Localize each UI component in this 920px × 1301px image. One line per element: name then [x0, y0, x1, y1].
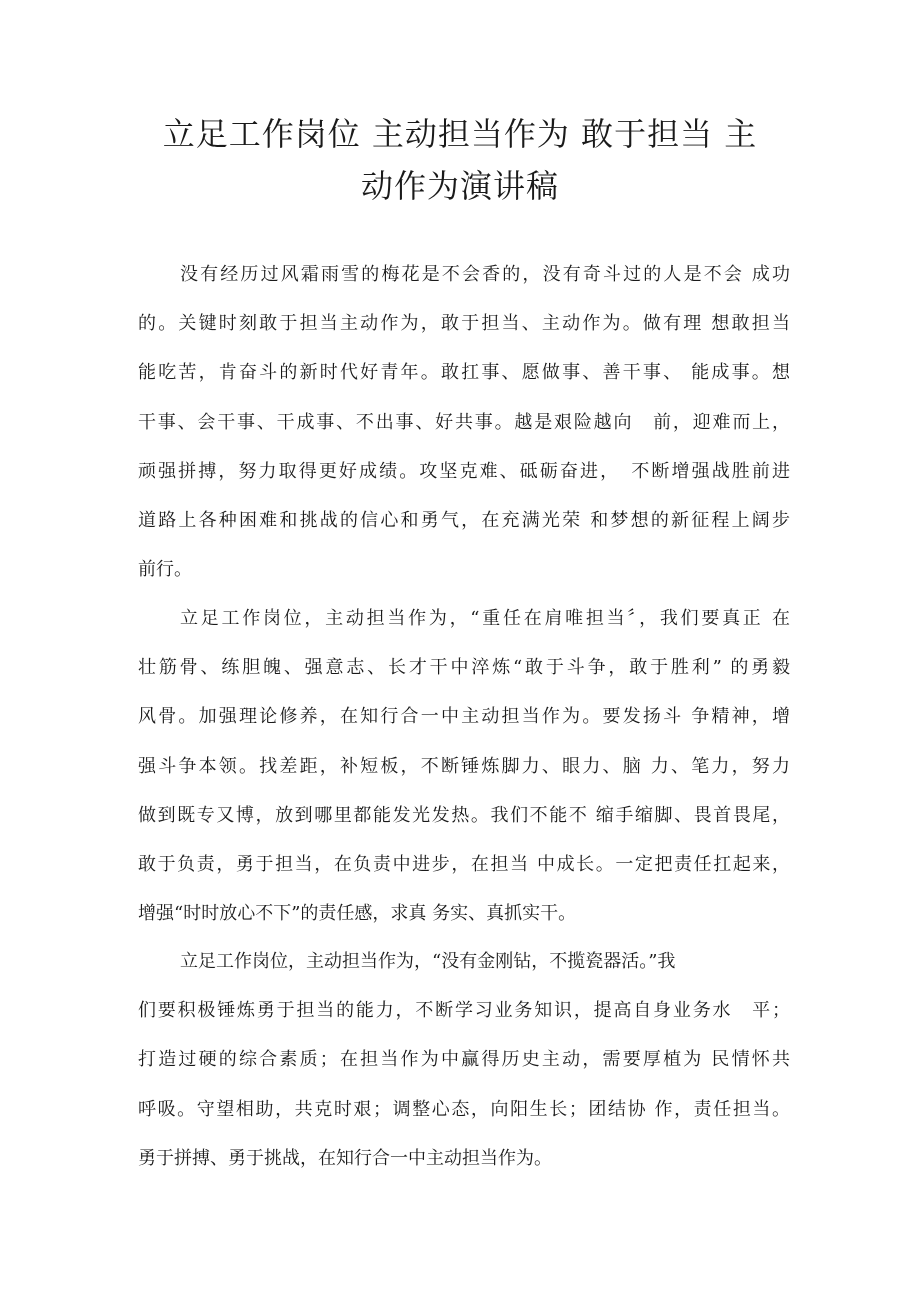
title-line: 立足工作岗位 主动担当作为 敢于担当 主 [162, 115, 758, 153]
text-line: 强斗争本领。找差距，补短板，不断锤炼脚力、眼力、脑 力、笔力，努力 [138, 755, 790, 777]
text-line: 立足工作岗位，主动担当作为，“没有金刚钻，不揽瓷器活。”我 [180, 951, 676, 972]
text-line: 做到既专又博，放到哪里都能发光发热。我们不能不 缩手缩脚、畏首畏尾， [138, 804, 790, 826]
text-line: 敢于负责，勇于担当，在负责中进步，在担当 中成长。一定把责任扛起来， [138, 853, 790, 875]
text-line: 风骨。加强理论修养，在知行合一中主动担当作为。要发扬斗 争精神，增 [138, 706, 790, 728]
paragraph-1 [138, 250, 790, 594]
text-line: 壮筋骨、练胆魄、强意志、长才干中淬炼“敢于斗争，敢于胜利” 的勇毅 [138, 657, 790, 679]
text-line: 道路上各种困难和挑战的信心和勇气，在充满光荣 和梦想的新征程上阔步 [138, 509, 790, 531]
text-line: 们要积极锤炼勇于担当的能力，不断学习业务知识，提高自身业务水 平； [138, 1000, 790, 1022]
document-title [100, 108, 820, 212]
text-line: 没有经历过风霜雨雪的梅花是不会香的，没有奇斗过的人是不会 成功 [180, 264, 790, 285]
text-line: 立足工作岗位，主动担当作为，“重任在肩唯担当〞，我们要真正 在 [180, 608, 790, 629]
text-line: 增强“时时放心不下”的责任感，求真 务实、真抓实干。 [138, 903, 577, 925]
paragraph-2 [138, 594, 790, 938]
text-line: 能吃苦，肯奋斗的新时代好青年。敢扛事、愿做事、善干事、 能成事。想 [138, 362, 790, 384]
text-line: 打造过硬的综合素质；在担当作为中赢得历史主动，需要厚植为 民情怀共 [138, 1049, 790, 1071]
text-line: 勇于拼搏、勇于挑战，在知行合一中主动担当作为。 [138, 1147, 552, 1169]
title-line: 动作为演讲稿 [360, 167, 559, 205]
text-line: 干事、会干事、干成事、不出事、好共事。越是艰险越向 前，迎难而上， [138, 411, 790, 433]
text-line: 顽强拼搏，努力取得更好成绩。攻坚克难、砥砺奋进， 不断增强战胜前进 [138, 460, 790, 482]
text-line: 前行。 [138, 559, 192, 581]
text-line: 呼吸。守望相助，共克时艰；调整心态，向阳生长；团结协 作，责任担当。 [138, 1098, 790, 1120]
paragraph-3 [138, 937, 790, 1183]
text-line: 的。关键时刻敢于担当主动作为，敢于担当、主动作为。做有理 想敢担当 [138, 313, 790, 335]
